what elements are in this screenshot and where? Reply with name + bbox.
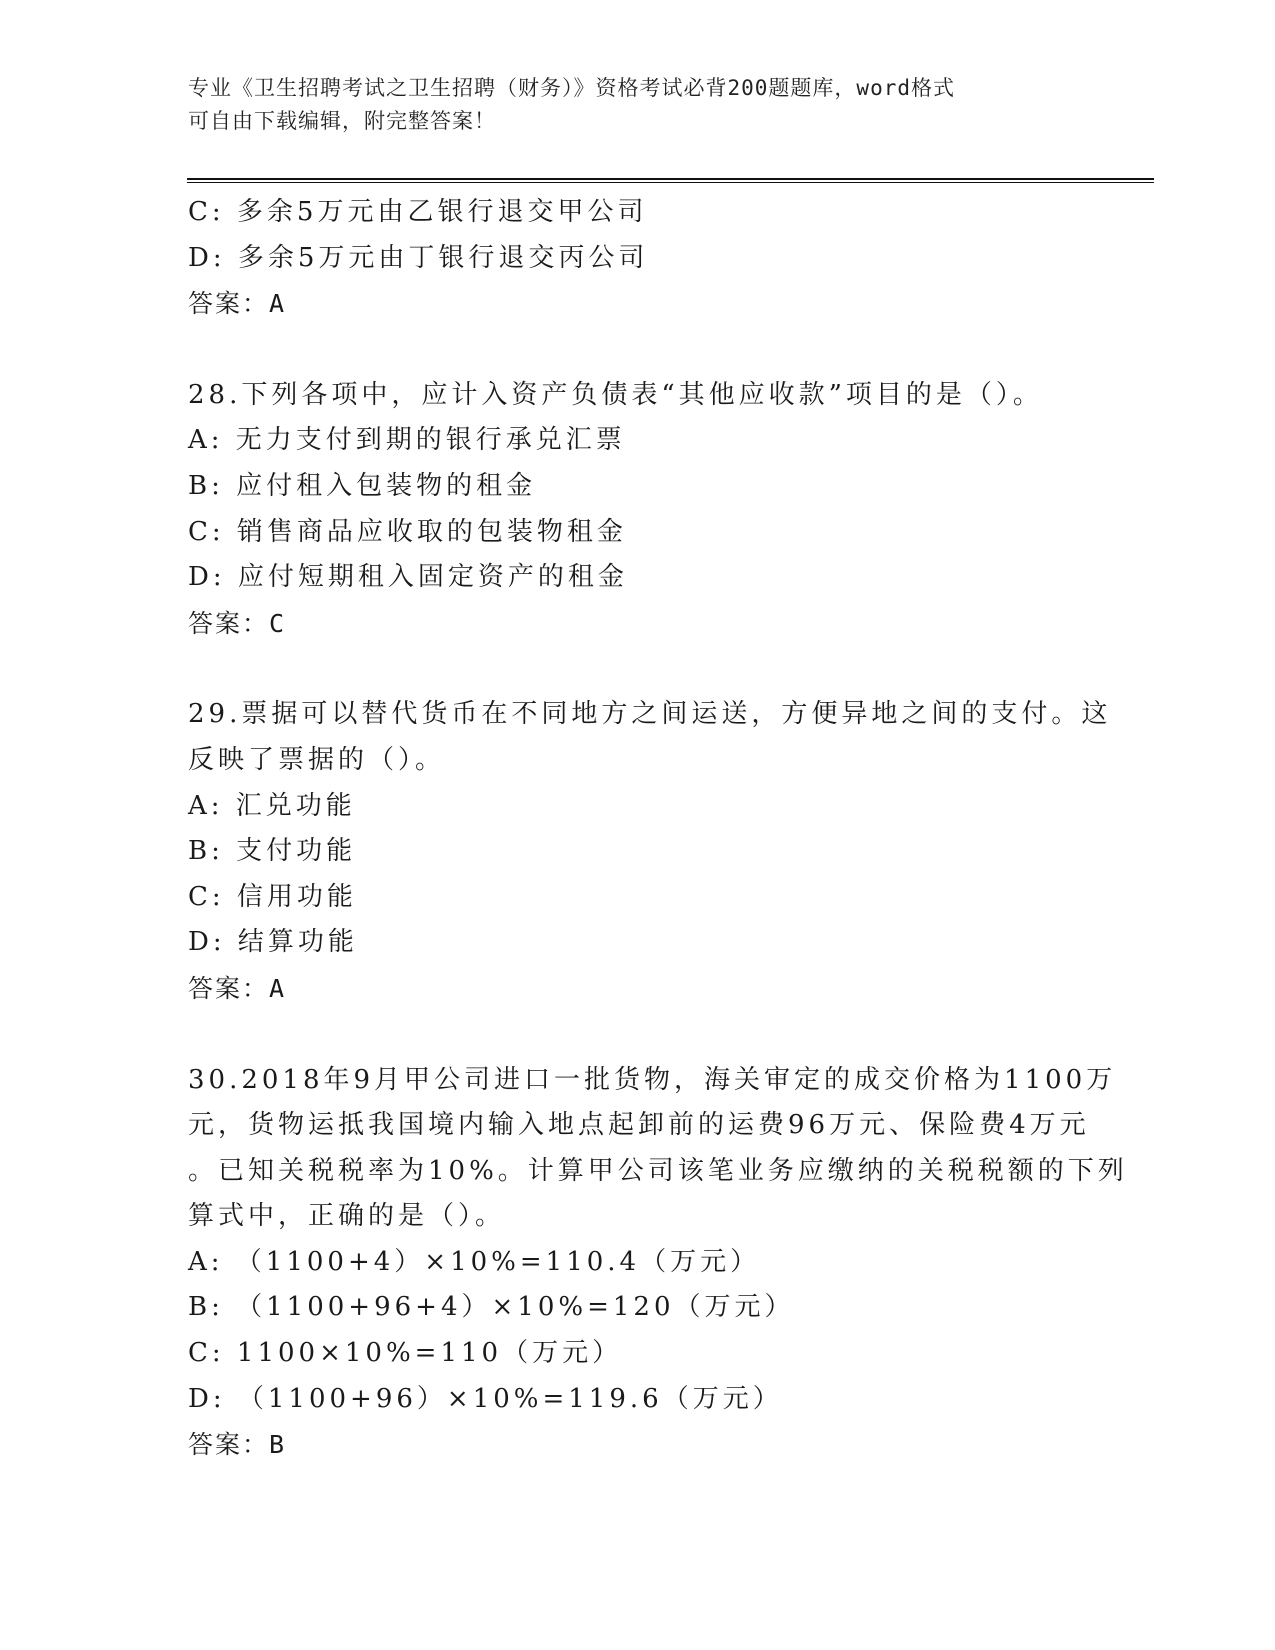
option-b: B: 应付租入包装物的租金: [188, 470, 537, 501]
answer-label: 答案：C: [188, 608, 287, 638]
question-stem-line-3: 。已知关税税率为10%。计算甲公司该笔业务应缴纳的关税税额的下列: [188, 1155, 1128, 1186]
option-d: D: （1100+96）×10%=119.6（万元）: [188, 1383, 783, 1414]
header-title-line-1: 专业《卫生招聘考试之卫生招聘（财务）》资格考试必背200题题库，word格式: [188, 76, 955, 100]
question-stem-line-1: 30.2018年9月甲公司进口一批货物，海关审定的成交价格为1100万: [188, 1064, 1117, 1095]
question-stem-line-2: 元，货物运抵我国境内输入地点起卸前的运费96万元、保险费4万元: [188, 1110, 1090, 1141]
spacer: [188, 1012, 1088, 1058]
option-a: A: （1100+4）×10%=110.4（万元）: [188, 1246, 761, 1277]
question-28: [188, 373, 1088, 647]
option-d: D: 结算功能: [188, 927, 358, 958]
answer-label: 答案：B: [188, 1430, 287, 1460]
document-header: [188, 72, 1068, 138]
question-stem-line-4: 算式中，正确的是（）。: [188, 1201, 506, 1232]
answer-label: 答案：A: [188, 973, 287, 1003]
spacer: [188, 327, 1088, 373]
question-29: [188, 692, 1112, 1011]
answer-label: 答案：A: [188, 289, 287, 319]
question-stem-line-1: 29.票据可以替代货币在不同地方之间运送，方便异地之间的支付。这: [188, 699, 1112, 730]
question-stem: 28.下列各项中，应计入资产负债表“其他应收款”项目的是（）。: [188, 379, 1043, 410]
option-d: D: 应付短期租入固定资产的租金: [188, 562, 628, 593]
header-divider: [187, 178, 1154, 183]
spacer: [188, 646, 1088, 692]
question-30: [188, 1058, 1128, 1468]
question-27: [188, 190, 1088, 327]
header-title-line-2: 可自由下载编辑，附完整答案！: [188, 109, 496, 133]
option-b: B: （1100+96+4）×10%=120（万元）: [188, 1292, 795, 1323]
option-c: C: 信用功能: [188, 881, 357, 912]
option-a: A: 汇兑功能: [188, 790, 356, 821]
option-c: C: 销售商品应收取的包装物租金: [188, 516, 627, 547]
option-b: B: 支付功能: [188, 836, 357, 867]
option-c: C: 1100×10%=110（万元）: [188, 1338, 623, 1369]
option-d: D: 多余5万元由丁银行退交丙公司: [188, 242, 649, 273]
question-stem-line-2: 反映了票据的（）。: [188, 744, 446, 775]
question-list: [188, 190, 1128, 1468]
option-a: A: 无力支付到期的银行承兑汇票: [188, 425, 626, 456]
option-c: C: 多余5万元由乙银行退交甲公司: [188, 197, 648, 227]
